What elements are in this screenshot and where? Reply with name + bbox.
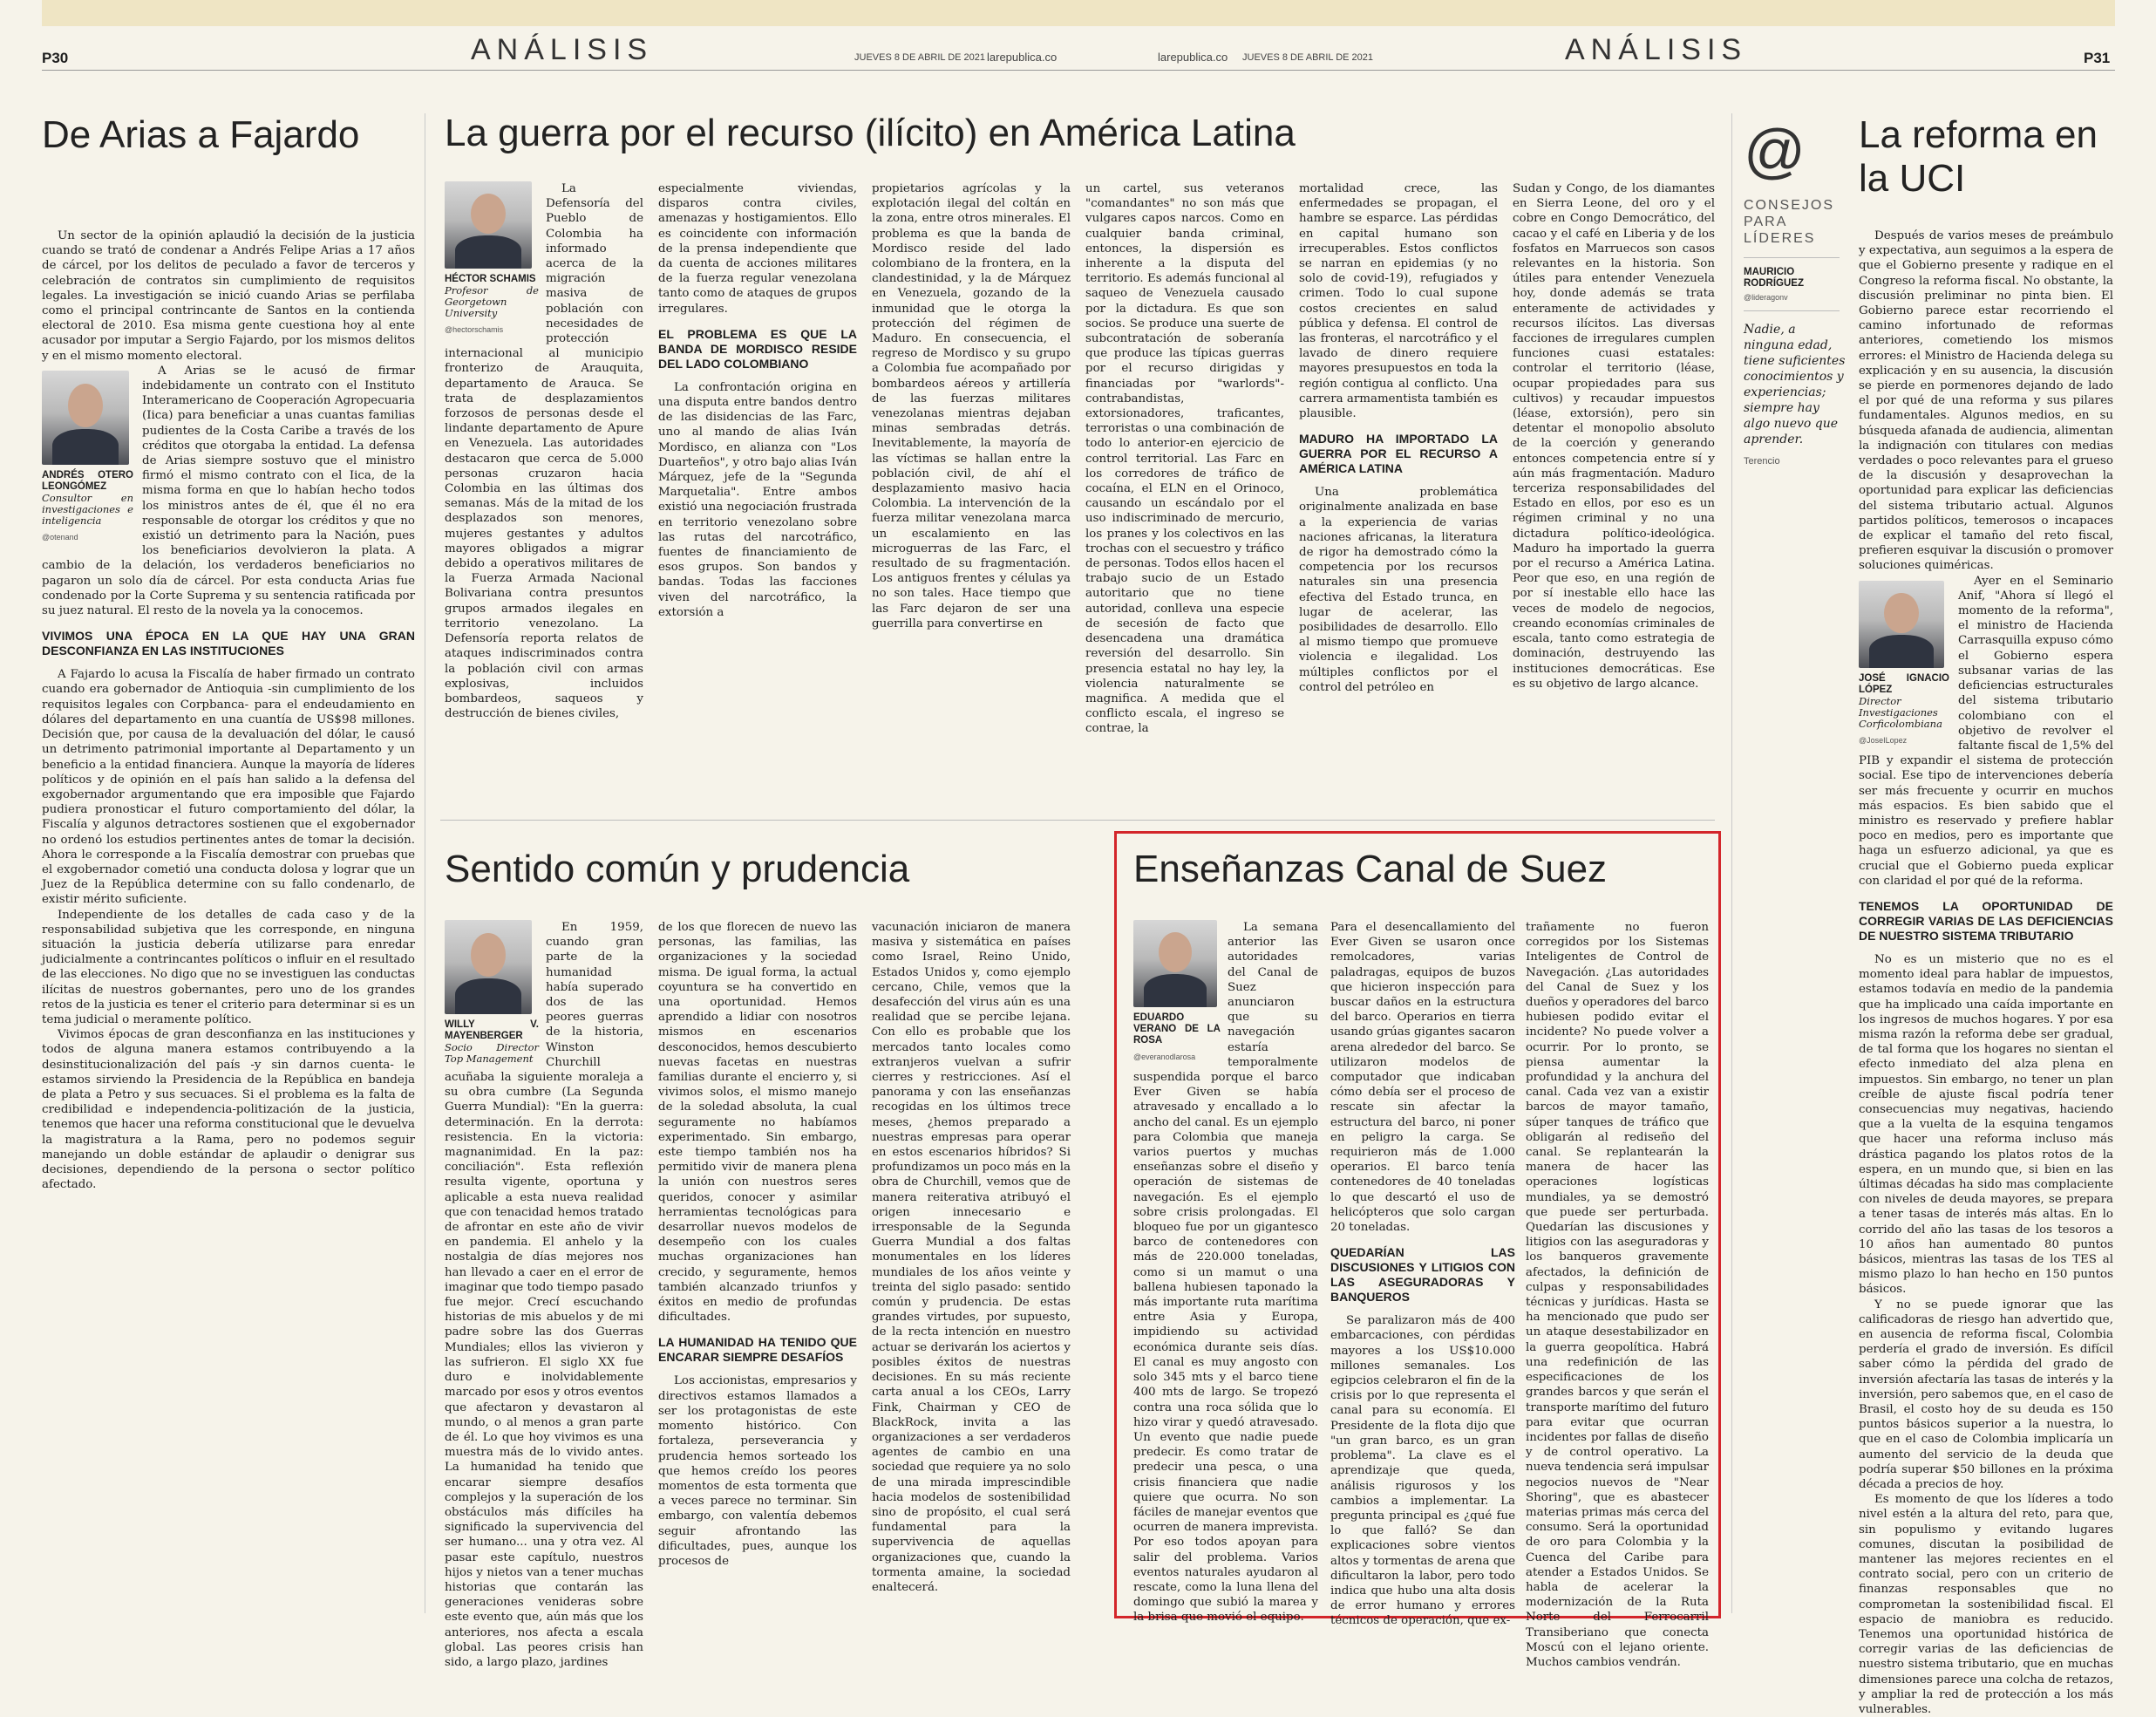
author-handle[interactable]: @JoseILopez: [1859, 735, 1908, 745]
paragraph: mortalidad crece, las enfermedades se propagan, el hambre se esparce. Las pérdidas en capital humano son irrecuperables. Estos conflictos se narran en epidemias (y no solo de covid-19), refugiados y crimen. Todo lo cual supone costos crecientes en salud pública y defensa. El control de las fronteras, el narcotráfico y el lavado de dinero requiere mayores presupuestos en toda la región contigua al conflicto. Una carrera armamentista también es plausible.: [1299, 182, 1498, 421]
paragraph: A Fajardo lo acusa la Fiscalía de haber firmado un contrato cuando era gobernador de Antioquia -sin cumplimiento de los requisitos legales con Corpbanca- para el endeudamiento en dólares del departamento en una cuantía de US$98 millones. Decisión que, por causa de la devaluación del dólar, le causó un detrimento patrimonial importante al Departamento y un beneficio a la entidad financiera. Aunque la mayoría de líderes políticos y de opinión en el país han salido a la defensa del exgobernador argumentando que era imposible que Fajardo pudiera pronosticar el futuro comportamiento del dólar, la Fiscalía y algunos detractores sostienen que el exgobernador no ordenó los estudios pertinentes antes de tomar la decisión. Ahora le corresponde a la Fiscalía demostrar con pruebas que el exgobernador cometió una conducta dolosa y lograr que un Juez de la República determine con su fallo condenarlo, de existir mérito suficiente.: [42, 668, 415, 907]
paragraph: La Defensoría del Pueblo de Colombia ha informado acerca de la migración masiva de población con necesidades de protección internacional al municipio fronterizo de Arauquita, departamento de Arauca. Se trata de desplazamientos forzosos de personas desde el lindante departamento de Apure en Venezuela. Las autoridades destacaron que cerca de 5.000 personas cruzaron hacia Colombia en las últimas dos semanas. Más de la mitad de los desplazados son menores, mujeres gestantes y adultos mayores obligados a migrar debido a operativos militares de la Fuerza Armada Nacional Bolivariana contra presuntos grupos armados ilegales en territorio venezolano. La Defensoría reporta relatos de ataques indiscriminados contra la población civil con armas explosivas, incluidos bombardeos, saqueos y destrucción de bienes civiles,: [445, 182, 643, 721]
author-role: Director Investigaciones Corficolombiana: [1859, 694, 1942, 730]
paragraph: Una problemática originalmente analizada en base a la experiencia de varias naciones africanas, la literatura de rigor ha demostrado cómo la competencia por los recursos naturales sin una presencia efectiva del Estado trunca, en lugar de acelerar, las posibilidades de desarrollo. Ello al mismo tiempo que promueve violencia e ilegalidad. Los múltiples conflictos por el control del petróleo en: [1299, 486, 1498, 694]
at-icon: @: [1744, 117, 1806, 185]
article-title-sentido: Sentido común y prudencia: [445, 848, 910, 890]
author-box: [445, 181, 539, 337]
subheading: LA HUMANIDAD HA TENIDO QUE ENCARAR SIEMPRE DESAFÍOS: [658, 1335, 857, 1365]
paragraph: Independiente de los detalles de cada caso y de la responsabilidad subjetiva que les corresponde, en ninguna situación la justicia debería utilizarse para enredar judicialmente a contrincantes políticos o influir en el resultado de las elecciones. No digo que no se investiguen las conductas ilícitas de nuestros gobernantes, pero uno de los grandes retos de la justicia es tener el criterio para determinar si es un tema judicial o meramente político.: [42, 908, 415, 1026]
article-title-suez: Enseñanzas Canal de Suez: [1133, 848, 1608, 890]
author-name: WILLY V. MAYENBERGER: [445, 1019, 539, 1041]
subheading: VIVIMOS UNA ÉPOCA EN LA QUE HAY UNA GRAN DESCONFIANZA EN LAS INSTITUCIONES: [42, 629, 415, 658]
consejos-label: CONSEJOS PARA LÍDERES: [1744, 198, 1835, 246]
article-column-guerra-6: [1513, 181, 1715, 809]
paragraph: No es un misterio que no es el momento ideal para hablar de impuestos, estamos todavía en medio de la pandemia que ha implicado una caída importante en los ingresos de muchos hogares. Y por esa misma razón la reforma debe ser gradual, de tal forma que los hogares no sientan el efecto inmediato del alza plena en impuestos. Sin embargo, no tener un plan creíble de ajuste fiscal podría tener consecuencias muy negativas, haciendo que a la vuelta de la esquina tengamos que hacer una reforma incluso más drástica pagando los platos rotos de la espera, en un mundo que, si bien en las últimas décadas ha sido mas complaciente con niveles de deuda mayores, se prepara a tener tasas de interés más altas. En lo corrido del año las tasas de los tesoros a 10 años han aumentado 80 puntos básicos, mientras las tasas de los TES al mismo plazo lo han hecho en 150 puntos básicos.: [1859, 952, 2113, 1297]
article-column-sentido-3: [872, 920, 1071, 1618]
article-title-arias: De Arias a Fajardo: [42, 113, 360, 156]
subheading: TENEMOS LA OPORTUNIDAD DE CORREGIR VARIAS DE LAS DEFICIENCIAS DE NUESTRO SISTEMA TRIBUTARIO: [1859, 898, 2113, 943]
article-column-suez-2: [1330, 920, 1515, 1628]
author-role: Profesor de Georgetown University: [445, 284, 539, 319]
author-photo: [1133, 920, 1217, 1007]
paragraph: Y no se puede ignorar que las calificadoras de riesgo han advertido que, en ausencia de reforma fiscal, Colombia perdería el grado de inversión. Es difícil saber cómo la pérdida del grado de inversión afectaría las tasas de interés y la inversión, pero sabemos que, en el caso de Brasil, el costo hoy de su deuda es 150 puntos básicos superior a la nuestra, lo que en el caso de Colombia implicaría un aumento del servicio de la deuda que podría superar $50 billones en la próxima década a precios de hoy.: [1859, 1298, 2113, 1492]
article-title-guerra: La guerra por el recurso (ilícito) en América Latina: [445, 112, 1296, 154]
paragraph: La confrontación origina en una disputa entre bandos dentro de las disidencias de las Farc, uno al mando de alias Iván Mordisco, en alianza con "Los Duarteños", y otro bajo alias Iván Márquez, jefe de la "Segunda Marquetalia". Entre ambos existió una negociación frustrada en territorio venezolano sobre las rutas del narcotráfico, fuentes de financiamiento de esos grupos. Son bandos y bandas. Todas las facciones viven del narcotráfico, la extorsión a: [658, 380, 857, 619]
paragraph: La semana anterior las autoridades del Canal de Suez anunciaron que su navegación estaría temporalmente suspendida porque el barco Ever Given se había atravesado y encallado a lo ancho del canal. Es un ejemplo para Colombia que maneja varios puertos y muchas enseñanzas sobre el diseño y operación de sistemas de navegación. Es el ejemplo sobre crisis prolongadas. El bloqueo fue por un gigantesco barco de contenedores con más de 220.000 toneladas, como si un mamut o una ballena hubiesen taponado la más importante ruta marítima entre Asia y Europa, impidiendo su actividad económica durante seis días. El canal es muy angosto con solo 345 mts y el barco tiene 400 mts de largo. Se tropezó contra una roca sólida que lo hizo virar y quedó atravesado. Un evento que nadie puede predecir. Es como tratar de predecir una pesca, o una crisis financiera que nadie quiere que ocurra. No son fáciles de manejar eventos que ocurren de manera imprevista. Por eso todos apoyan para salir del problema. Varios eventos naturales ayudaron al rescate, como la luna llena del domingo que subió la marea y la brisa que movió el equipo.: [1133, 921, 1318, 1625]
author-name: EDUARDO VERANO DE LA ROSA: [1133, 1012, 1221, 1046]
article-column-suez-1: [1133, 920, 1318, 1625]
paragraph: especialmente viviendas, disparos contra civiles, amenazas y hostigamientos. Ello es coincidente con información de la prensa independiente que da cuenta de acciones militares de la fuerza regular venezolana tanto como de ataques de grupos irregulares.: [658, 182, 857, 316]
author-photo: [42, 371, 129, 465]
paragraph: un cartel, sus veteranos "comandantes" no son más que vulgares capos narcos. Como en cualquier banda criminal, entonces, la dispersión es inherente a la disputa del territorio. Es además funcional al saqueo de Venezuela causado por la dictadura. Es que son socios. Se produce una suerte de subcontratación de soberanía que produce las típicas guerras por el recurso dirigidas y financiadas por "warlords"-contrabandistas, extorsionadores, traficantes, terroristas o una combinación de todo lo anterior-en ejercicio de control territorial. Las Farc en los corredores de tráfico de cocaína, el ELN en el Orinoco, causando un escándalo por el uso indiscriminado de mercurio, los pranes y los colectivos en las trochas con el secuestro y tráfico de personas. Todos ellos hacen el trabajo sucio de un Estado autoritario que no tiene autoridad, conlleva una especie de secesión de facto que desencadena una dramática reversión del desarrollo. Sin presencia estatal no hay ley, la violencia naturalmente se magnifica. A medida que el conflicto escala, el ingreso se contrae, la: [1085, 182, 1284, 736]
horizontal-divider: [440, 820, 1715, 821]
paragraph: trañamente no fueron corregidos por los Sistemas Inteligentes de Control de Navegación. ¿Las autoridades del Canal de Suez y los dueños y operadores del barco hubiesen podido evitar el incidente? No puede volver a ocurrir. Por lo pronto, se piensa aumentar la profundidad y la anchura del canal. Cada vez van a existir barcos de mayor tamaño, súper tanques de tráfico que obligarán al rediseño del canal. Se replantearán la manera de hacer las operaciones logísticas mundiales, ya se demostró que puede ser perturbada. Quedarían las discusiones y litigios con las aseguradoras y los banqueros gravemente afectados, la definición de culpas y responsabilidades técnicas y jurídicas. Hasta se ha mencionado que pudo ser un ataque desestabilizador en la guerra geopolítica. Habrá una redefinición de las especificaciones de los grandes barcos y que serán el transporte marítimo del futuro para evitar que ocurran incidentes por fallas de diseño y de control operativo. La nueva tendencia será impulsar negocios nuevos de "Near Shoring", que es abastecer materias primas más cerca del consumo. Será la oportunidad de oro para Colombia y la Cuenca del Caribe para atender a Estados Unidos. Se habla de acelerar la modernización de la Ruta Norte del Ferrocarril Transiberiano que conecta Moscú con el lejano oriente. Muchos cambios vendrán.: [1526, 921, 1709, 1669]
author-name: ANDRÉS OTERO LEONGÓMEZ: [42, 469, 133, 492]
paragraph: Sudan y Congo, de los diamantes en Sierra Leone, del oro y el cobre en Congo Democrático, del cacao y el café en Liberia y de los fosfatos en Marruecos son casos relevantes en la historia. Son útiles para entender Venezuela hoy, donde además se trata enteramente de actividades y recursos ilícitos. Las diversas facciones de irregulares cumplen funciones cuasi estatales: controlar el territorio (léase, ocupar propiedades para sus cultivos) y recaudar impuestos (léase, extorsión), pero sin detentar el monopolio absoluto de la coerción y generando entonces competencia entre sí y aún más fragmentación. Maduro terceriza responsabilidades del Estado en ellos, por eso es un régimen criminal y no una dictadura político-ideológica. Maduro ha importado la guerra por el recurso a América Latina. Peor que eso, en una región de por sí inestable ello hace las veces de modelo de negocios, creando economías criminales de escala, tanto como estrategia de dominación, destruyendo las instituciones democráticas. Ese es su objetivo de largo alcance.: [1513, 182, 1715, 691]
author-box: [42, 371, 133, 545]
paragraph: En 1959, cuando gran parte de la humanidad había superado dos de las peores guerras de la historia, Winston Churchill acuñaba la siguiente moraleja a su obra cumbre (La Segunda Guerra Mundial): "En la guerra: determinación. En la derrota: resistencia. En la victoria: magnanimidad. En la paz: conciliación". Esta reflexión resulta vigente, oportuna y aplicable a esta nueva realidad que con tenacidad hemos tratado de afrontar en este año de vivir en pandemia. El anhelo y la nostalgia de días mejores nos han llevado a caer en el error de imaginar que todo tiempo pasado fue mejor. Crecí escuchando historias de mis abuelos y de mi padre sobre las dos Guerras Mundiales; ellos las vivieron y las sufrieron. El siglo XX fue duro e inolvidablemente marcado por esos y otros eventos que afectaron y devastaron al mundo, o al menos a gran parte de él. Lo que hoy vivimos es una muestra más de lo vivido antes. La humanidad ha tenido que encarar siempre desafíos complejos y la superación de los obstáculos más difíciles ha significado la supervivencia del ser humano... una y otra vez. Al pasar este capítulo, nuestros hijos y nietos van a tener muchas historias que contarán las generaciones venideras sobre este evento que, aún más que los anteriores, nos afecta a escala global. Las peores crisis han sido, a largo plazo, jardines: [445, 921, 644, 1669]
paragraph: Después de varios meses de preámbulo y expectativa, aun seguimos a la espera de que el Gobierno presente y radique en el Congreso la reforma fiscal. No obstante, la discusión preliminar no pinta bien. El Gobierno parece estar recorriendo el camino infortunado de reformas anteriores, cometiendo los mismos errores: el Ministro de Hacienda delega su explicación y en su ausencia, la discusión se pierde en pormenores dejando de lado el por qué de una reforma y sus pilares fundamentales. Algunos medios, en su búsqueda afanada de audiencia, alimentan la indignación con titulares con medias verdades o poco relevantes para el grueso de la discusión y desaprovechan la oportunidad para explicar las deficiencias del sistema tributario actual. Algunos partidos políticos, temerosos o incapaces de explicar el tamaño del reto fiscal, prefieren esquivar la discusión o promover soluciones quiméricas.: [1859, 229, 2113, 573]
page-number-right: P31: [2084, 50, 2111, 66]
author-handle[interactable]: @otenand: [42, 532, 78, 542]
paragraph: Vivimos épocas de gran desconfianza en las instituciones y todos de alguna manera estamos contribuyendo a la desinstitucionalización del país -y sin darnos cuenta- le estamos sirviendo la Presidencia de la República en bandeja de plata a Petro y sus secuaces. Si el problema es la falta de credibilidad e independencia-politización de la justicia, tenemos que hacer una reforma constitucional que le devuelva la magistratura a la Rama, pero no podemos seguir manejando un doble estándar de aplaudir o denigrar sus decisiones, dependiendo de la persona o sector político afectado.: [42, 1028, 415, 1192]
page-number-left: P30: [42, 50, 69, 66]
author-role: Consultor en investigaciones e inteligencia: [42, 491, 133, 527]
date-left: JUEVES 8 DE ABRIL DE 2021: [854, 52, 985, 63]
article-column-guerra-3: [872, 181, 1071, 809]
site-left[interactable]: larepublica.co: [987, 51, 1058, 64]
article-column-guerra-1: [445, 181, 643, 809]
article-column-sentido-2: [658, 920, 857, 1618]
site-right[interactable]: larepublica.co: [1158, 51, 1228, 64]
author-photo: [445, 920, 532, 1014]
quote-author: Terencio: [1744, 456, 1780, 467]
article-column-sentido-1: [445, 920, 644, 1669]
author-handle[interactable]: @hectorschamis: [445, 325, 504, 334]
paragraph: propietarios agrícolas y la explotación ilegal del coltán en la zona, entre otros minerales. El problema es que la banda de Mordisco reside del lado colombiano de la frontera, en la clandestinidad, y la de Márquez en Venezuela, gozando de la inmunidad que le otorga la protección del régimen de Maduro. En consecuencia, el regreso de Mordisco y su grupo a Colombia fue acompañado por bombardeos aéreos y artillería de las fuerzas militares venezolanas mientras dejaban minas sembradas detrás. Inevitablemente, la mayoría de las víctimas se hallan entre la población civil, de ahí el desplazamiento masivo hacia Colombia. La intervención de la fuerza militar venezolana marca un escalamiento en las microguerras de las Farc, el resultado de su fragmentación. Los antiguos frentes y células ya no son tales. Hace tiempo que las Farc dejaron de ser una guerrilla para convertirse en: [872, 182, 1071, 630]
consejos-box: [1744, 117, 1847, 467]
paragraph: Se paralizaron más de 400 embarcaciones, con pérdidas mayores a los US$10.000 millones semanales. Los egipcios celebraron el fin de la crisis por lo que representa el canal para su economía. El Presidente de la flota dijo que "un gran barco, es un gran problema". La clave es el aprendizaje que queda, análisis rigurosos y los cambios a implementar. La pregunta principal es ¿qué fue lo que falló? Se dan explicaciones sobre vientos altos y tormentas de arena que dificultaron la labor, pero todo indica que hubo una alta dosis de error humano y errores técnicos de operación, que ex-: [1330, 1314, 1515, 1628]
author-photo: [1859, 581, 1944, 668]
author-handle[interactable]: @everanodlarosa: [1133, 1053, 1196, 1061]
top-color-band: [42, 0, 2115, 26]
divider: [1731, 113, 1732, 1613]
article-body-arias: [42, 228, 415, 1615]
article-column-guerra-4: [1085, 181, 1284, 809]
header-rule: [42, 70, 2115, 71]
article-title-reforma: La reforma en la UCI: [1859, 113, 2098, 200]
paragraph: de los que florecen de nuevo las personas, las familias, las organizaciones y la sociedad misma. De igual forma, la actual coyuntura se ha convertido en una oportunidad. Hemos aprendido a lidiar con nosotros mismos en escenarios desconocidos, hemos descubierto nuevas facetas en nuestras familias durante el encierro y, si vivimos solos, el mismo manejo de la soledad absoluta, la cual seguramente no habíamos experimentado. Sin embargo, este tiempo también nos ha permitido vivir de manera plena la unión con nuestros seres queridos, conocer y asimilar herramientas tecnológicas para desarrollar nuevos modelos de desempeño con los cuales muchas organizaciones han crecido, y seguramente, hemos también alcanzado triunfos y éxitos en medio de profundas dificultades.: [658, 921, 857, 1325]
subheading: QUEDARÍAN LAS DISCUSIONES Y LITIGIOS CON LAS ASEGURADORAS Y BANQUEROS: [1330, 1245, 1515, 1305]
article-column-suez-3: [1526, 920, 1709, 1669]
subheading: EL PROBLEMA ES QUE LA BANDA DE MORDISCO RESIDE DEL LADO COLOMBIANO: [658, 326, 857, 371]
author-name: JOSÉ IGNACIO LÓPEZ: [1859, 672, 1949, 695]
author-role: Socio Director Top Management: [445, 1041, 539, 1065]
section-label-left: ANÁLISIS: [471, 33, 654, 66]
paragraph: Un sector de la opinión aplaudió la decisión de la justicia cuando se trató de condenar a Andrés Felipe Arias a 17 años de cárcel, por los delitos de peculado a favor de terceros y celebración de contratos sin cumplimiento de requisitos legales. La investigación se inició cuando Arias se perfilaba como el principal contrincante de Santos en la contienda electoral de 2010. Esa misma gente cuestiona hoy al ente acusador por imputar a Sergio Fajardo, por los mismos delitos y en el mismo momento electoral.: [42, 229, 415, 363]
paragraph: A Arias se le acusó de firmar indebidamente un contrato con el Instituto Interamericano de Cooperación Agropecuaria (Iica) para beneficiar a unas cuantas familias pudientes de la Costa Caribe a través de los créditos que otorgaba la entidad. La defensa de Arias siempre sostuvo que el ministro firmó el mismo contrato con el Iica, de la misma forma en que lo habían hecho todos los ministros antes de él, que él no era responsable de otorgar los créditos y que no existió un detrimento para la Nación, pues los beneficiarios devolvieron la plata. A cambio de la delación, los verdaderos beneficiarios no pagaron un solo día de cárcel. Por esta conducta Arias fue condenado por la Corte Suprema y su sentencia ratificada por su juez natural. El resto de la novela ya la conocemos.: [42, 364, 415, 618]
date-right: JUEVES 8 DE ABRIL DE 2021: [1242, 52, 1373, 63]
paragraph: Es momento de que los líderes a todo nivel estén a la altura del reto, para que, sin populismo y evitando lugares comunes, discutan la posibilidad de mantener las mejores recientes en el contrato social, pero con un criterio de finanzas responsables que no comprometan la sostenibilidad fiscal. El espacio de maniobra es reducido. Tenemos una oportunidad histórica de corregir varias de las deficiencias de nuestro sistema tributario, que en muchas dimensiones parece una colcha de retazos, y ampliar la red de protección a los más vulnerables.: [1859, 1493, 2113, 1717]
author-box: [1859, 581, 1949, 748]
article-body-reforma: [1859, 228, 2113, 1717]
author-box: [1133, 920, 1221, 1065]
paragraph: Para el desencallamiento del Ever Given se usaron once remolcadores, varias paladragas, equipos de buzos que hicieron inspección para buscar daños en la estructura del barco. Operarios en tierra usando grúas gigantes sacaron arena alrededor del barco. Se utilizaron modelos de computador que indicaban cómo debía ser el proceso de rescate sin afectar la estructura del barco, ni poner en peligro la carga. Se requirieron más de 1.000 operarios. El barco tenía contenedores de 40 toneladas lo que descartó el uso de helicópteros que solo cargan 20 toneladas.: [1330, 921, 1515, 1235]
article-column-guerra-2: [658, 181, 857, 809]
author-handle[interactable]: @lideragonv: [1744, 293, 1788, 302]
author-name: HÉCTOR SCHAMIS: [445, 274, 536, 284]
paragraph: vacunación iniciaron de manera masiva y sistemática en países como Israel, Reino Unido, Estados Unidos y, como ejemplo cercano, Chile, vemos que la desafección del virus aún es una realidad que se percibe lejana. Con ello es probable que los mercados tanto locales como extranjeros vuelvan a sufrir cierres y restricciones. Así el panorama y con las enseñanzas recogidas en los últimos trece meses, ¿hemos preparado a nuestras empresas para operar en estos escenarios híbridos? Si profundizamos un poco más en la obra de Churchill, vemos que de manera reiterativa atribuyó el origen innecesario e irresponsable de la Segunda Guerra Mundial a dos faltas monumentales en los líderes mundiales de los años veinte y treinta del siglo pasado: sentido común y prudencia. De estas grandes virtudes, por supuesto, de la recta intención en nuestro actuar se derivarán los aciertos y posibles éxitos de nuestras decisiones. En su más reciente carta anual a los CEOs, Larry Fink, Chairman y CEO de BlackRock, invita a las organizaciones a ser verdaderos agentes de cambio en una sociedad que requiere ya no solo de una mirada imprescindible hacia modelos de sostenibilidad sino de propósito, el cual será fundamental para la supervivencia de aquellas organizaciones que, cuando la tormenta amaine, la sociedad enaltecerá.: [872, 921, 1071, 1594]
quote-text: Nadie, a ninguna edad, tiene suficientes conocimientos y experiencias; siempre hay algo nuevo que aprender.: [1744, 323, 1846, 446]
article-column-guerra-5: [1299, 181, 1498, 809]
author-photo: [445, 181, 532, 269]
author-box: [445, 920, 539, 1065]
author-name: MAURICIO RODRÍGUEZ: [1744, 267, 1804, 289]
paragraph: Ayer en el Seminario Anif, "Ahora sí llegó el momento de la reforma", el ministro de Hacienda Carrasquilla expuso cómo el Gobierno espera subsanar varias de las deficiencias estructurales del sistema tributario colombiano con el objetivo de revolver el faltante fiscal de 1,5% del PIB y expandir el sistema de protección social. Ese tipo de intervenciones debería ser más frecuente y ocurrir en muchos más espacios. Es bien sabido que el ministro es reservado y prefiere hablar poco en medios, pero es importante que haga un esfuerzo adicional, ya que es crucial que el Gobierno pueda explicar con claridad el por qué de la reforma.: [1859, 574, 2113, 888]
section-label-right: ANÁLISIS: [1565, 33, 1748, 66]
subheading: MADURO HA IMPORTADO LA GUERRA POR EL RECURSO A AMÉRICA LATINA: [1299, 432, 1498, 476]
paragraph: Los accionistas, empresarios y directivos estamos llamados a ser los protagonistas de este momento histórico. Con fortaleza, perseverancia y prudencia hemos sorteado los que hemos creído los peores momentos de esta tormenta que a veces parece no terminar. Sin embargo, con valentía debemos seguir afrontando las dificultades, pues, aunque los procesos de: [658, 1374, 857, 1568]
